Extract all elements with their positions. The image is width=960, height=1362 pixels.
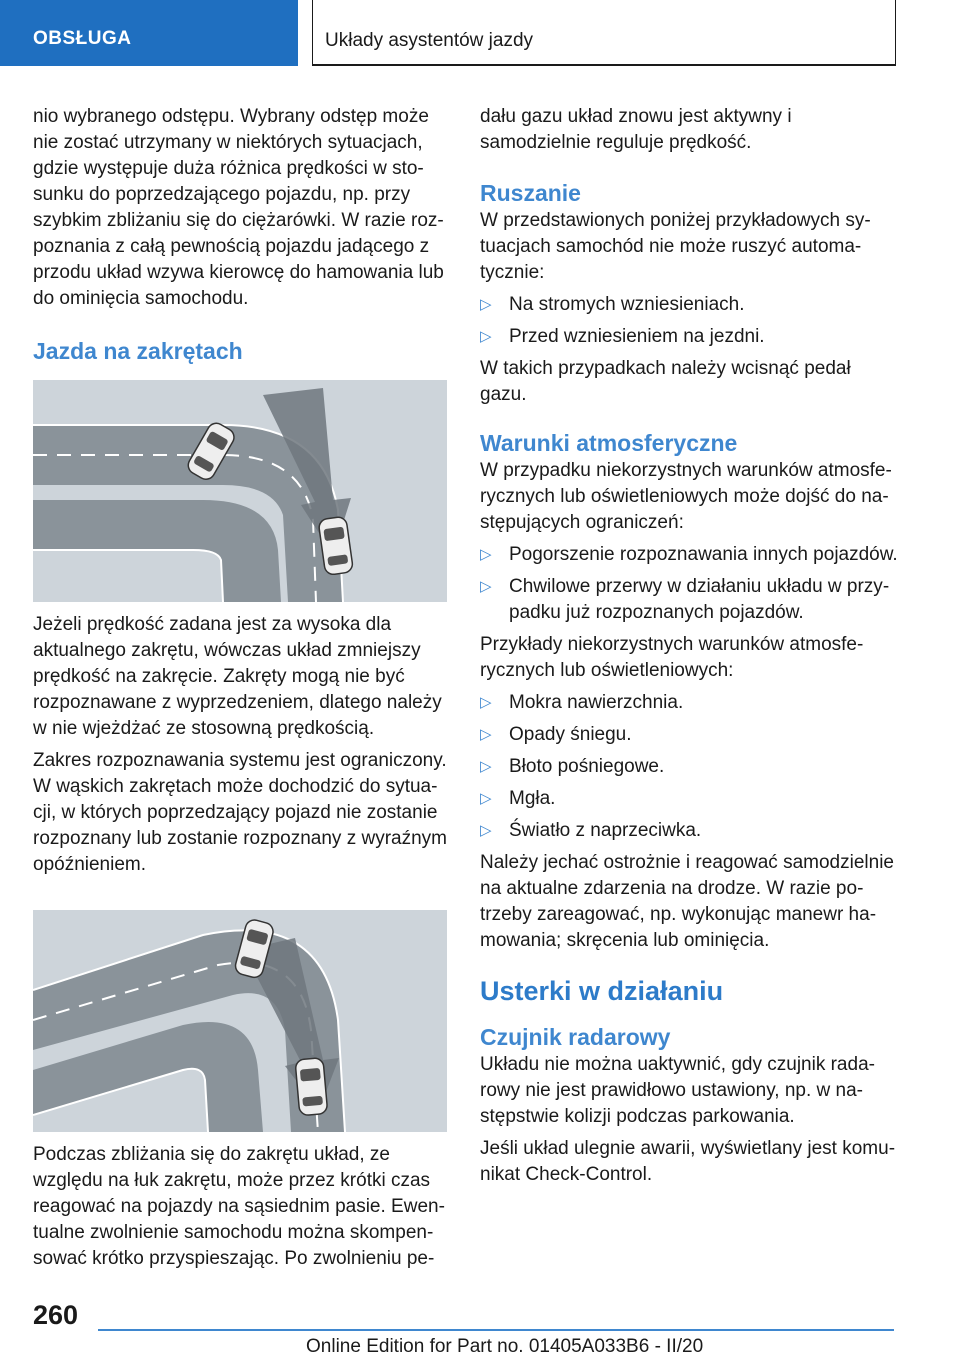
heading-radar: Czujnik radarowy xyxy=(480,1024,671,1050)
heading-curves: Jazda na zakrętach xyxy=(33,338,243,364)
paragraph: nio wybranego odstępu. Wybrany odstęp może nie zostać utrzymany w niektórych sytuacjach, gdzie występuje duża różnica prędkości w stosunku do poprzedzającego pojazdu, np. przy szybkim zbliżaniu się do ciężarówki. W razie rozpoznania z całą pewnością pojazdu jadącego z przodu układ wzywa kierowcę do hamowania lub do ominięcia samochodu. xyxy=(33,106,444,309)
triangle-right-icon: ▷ xyxy=(480,546,492,563)
list-start-conditions xyxy=(480,292,900,350)
paragraph: Zakres rozpoznawania systemu jest ograniczony. W wąskich zakrętach może dochodzić do sytuacji, w których poprzedzający pojazd nie zostanie rozpoznany lub zostanie rozpoznany z wyraźnym opóźnieniem. xyxy=(33,750,447,875)
triangle-right-icon: ▷ xyxy=(480,726,492,743)
triangle-right-icon: ▷ xyxy=(480,328,492,345)
heading-weather: Warunki atmosferyczne xyxy=(480,430,738,456)
triangle-right-icon: ▷ xyxy=(480,694,492,711)
chapter-title-box xyxy=(312,0,896,66)
figure-curve-narrow xyxy=(33,910,447,1132)
paragraph: W przypadku niekorzystnych warunków atmosferycznych lub oświetleniowych może dojść do następujących ograniczeń: xyxy=(480,460,892,533)
list-weather-examples xyxy=(480,690,900,844)
paragraph: Należy jechać ostrożnie i reagować samodzielnie na aktualne zdarzenia na drodze. W razie potrzeby zareagować, np. wykonując manewr hamowania; skręcenia lub ominięcia. xyxy=(480,852,894,951)
chapter-title: Układy asystentów jazdy xyxy=(325,30,534,51)
footer-divider xyxy=(98,1329,894,1331)
paragraph: W przedstawionych poniżej przykładowych sytuacjach samochód nie może ruszyć automatycznie: xyxy=(480,210,871,283)
left-column xyxy=(33,104,447,1278)
list-item: ▷ Chwilowe przerwy w działaniu układu w przypadku już rozpoznanych pojazdów. xyxy=(480,576,890,623)
paragraph: Jeśli układ ulegnie awarii, wyświetlany jest komunikat Check-Control. xyxy=(480,1138,896,1185)
list-item: ▷ Przed wzniesieniem na jezdni. xyxy=(480,324,900,350)
edition-note: Online Edition for Part no. 01405A033B6 - II/20 xyxy=(306,1336,704,1357)
list-item: ▷ Na stromych wzniesieniach. xyxy=(480,292,900,318)
section-label: OBSŁUGA xyxy=(33,28,132,49)
paragraph: Układu nie można uaktywnić, gdy czujnik radarowy nie jest prawidłowo ustawiony, np. w następstwie kolizji podczas parkowania. xyxy=(480,1054,875,1127)
triangle-right-icon: ▷ xyxy=(480,578,492,595)
list-item: ▷ Błoto pośniegowe. xyxy=(480,754,900,780)
right-column xyxy=(480,104,900,1194)
triangle-right-icon: ▷ xyxy=(480,822,492,839)
section-tab xyxy=(0,0,298,66)
list-item: ▷ Opady śniegu. xyxy=(480,722,900,748)
page-header xyxy=(0,0,960,66)
list-item: ▷ Mgła. xyxy=(480,786,900,812)
page-number: 260 xyxy=(33,1300,79,1330)
figure-curve-wide xyxy=(33,380,447,602)
paragraph: W takich przypadkach należy wcisnąć pedał gazu. xyxy=(480,358,851,405)
triangle-right-icon: ▷ xyxy=(480,758,492,775)
heading-start: Ruszanie xyxy=(480,180,581,206)
paragraph: Podczas zbliżania się do zakrętu układ, ze względu na łuk zakrętu, może przez krótki czas reagować na pojazdy na sąsiednim pasie. Ewentualne zwolnienie samochodu można skompensować krótko przyspieszając. Po zwolnieniu pe- xyxy=(33,1144,445,1269)
paragraph: dału gazu układ znowu jest aktywny i samodzielnie reguluje prędkość. xyxy=(480,106,792,153)
triangle-right-icon: ▷ xyxy=(480,790,492,807)
list-item: ▷ Światło z naprzeciwka. xyxy=(480,818,900,844)
paragraph: Jeżeli prędkość zadana jest za wysoka dla aktualnego zakrętu, wówczas układ zmniejszy prędkość na zakręcie. Zakręty mogą nie być rozpoznawane z wyprzedzeniem, dlatego należy w nie wjeżdżać ze stosowną prędkością. xyxy=(33,614,442,739)
paragraph: Przykłady niekorzystnych warunków atmosferycznych lub oświetleniowych: xyxy=(480,634,864,681)
list-weather-limits xyxy=(480,542,900,626)
list-item: ▷ Mokra nawierzchnia. xyxy=(480,690,900,716)
heading-faults: Usterki w działaniu xyxy=(480,976,724,1006)
list-item: ▷ Pogorszenie rozpoznawania innych pojazdów. xyxy=(480,542,900,568)
triangle-right-icon: ▷ xyxy=(480,296,492,313)
